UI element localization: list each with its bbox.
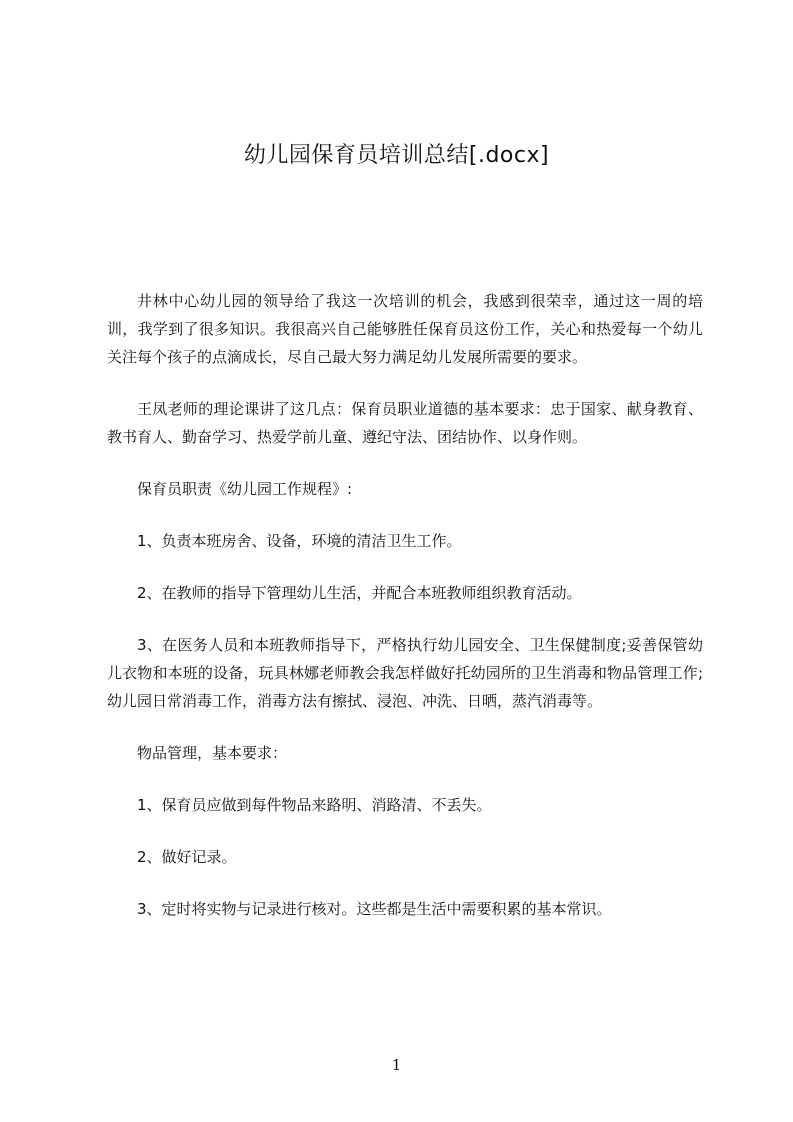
paragraph-intro: 井林中心幼儿园的领导给了我这一次培训的机会，我感到很荣幸，通过这一周的培训，我学到了很多知识。我很高兴自己能够胜任保育员这份工作，关心和热爱每一个幼儿关注每个孩子的点滴成长，尽自己最大努力满足幼儿发展所需要的要求。 <box>107 292 703 366</box>
document-body <box>107 287 703 947</box>
paragraph-item-2: 2、做好记录。 <box>137 848 237 866</box>
page-number: 1 <box>391 1056 402 1074</box>
paragraph-duties-heading: 保育员职责《幼儿园工作规程》: <box>137 480 353 498</box>
paragraph-duty-2: 2、在教师的指导下管理幼儿生活，并配合本班教师组织教育活动。 <box>137 584 582 602</box>
document-title: 幼儿园保育员培训总结[.docx] <box>243 143 550 168</box>
paragraph-duty-3: 3、在医务人员和本班教师指导下，严格执行幼儿园安全、卫生保健制度;妥善保管幼儿衣物和本班的设备，玩具林娜老师教会我怎样做好托幼园所的卫生消毒和物品管理工作;幼儿园日常消毒工作，消毒方法有擦拭、浸泡、冲洗、日晒，蒸汽消毒等。 <box>107 636 703 710</box>
paragraph-duty-1: 1、负责本班房舍、设备，环境的清洁卫生工作。 <box>137 532 462 550</box>
paragraph-item-3: 3、定时将实物与记录进行核对。这些都是生活中需要积累的基本常识。 <box>137 900 612 918</box>
paragraph-item-1: 1、保育员应做到每件物品来路明、消路清、不丢失。 <box>137 796 492 814</box>
paragraph-ethics: 王凤老师的理论课讲了这几点：保育员职业道德的基本要求：忠于国家、献身教育、教书育人、勤奋学习、热爱学前儿童、遵纪守法、团结协作、以身作则。 <box>107 400 703 446</box>
paragraph-items-heading: 物品管理，基本要求： <box>137 744 288 762</box>
